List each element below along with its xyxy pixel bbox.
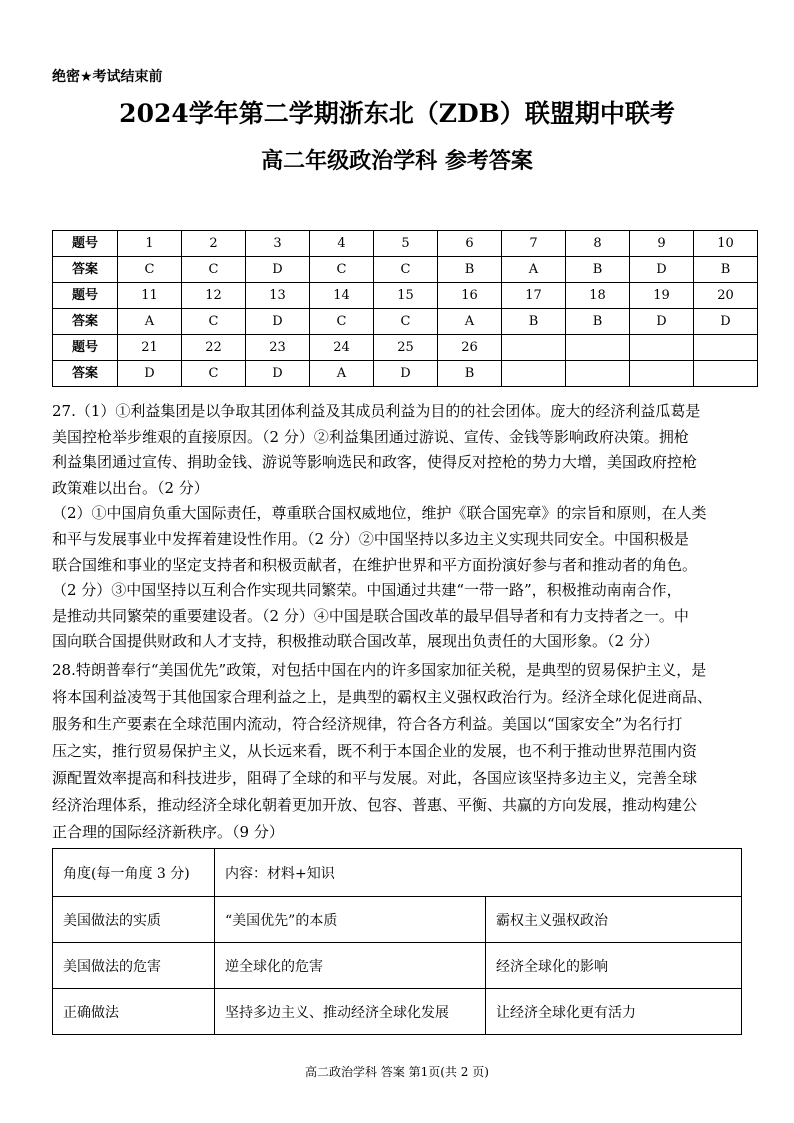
rubric-cell: “美国优先”的本质: [215, 897, 486, 943]
answer-cell: 15: [374, 283, 438, 309]
answer-cell: A: [118, 309, 182, 335]
answer-cell: 25: [374, 335, 438, 361]
answer-cell: D: [246, 257, 310, 283]
answer-cell: C: [182, 309, 246, 335]
text-line: 经济治理体系，推动经济全球化朝着更加开放、包容、普惠、平衡、共赢的方向发展，推动构建公: [52, 796, 698, 814]
answer-cell: 12: [182, 283, 246, 309]
answer-cell: D: [630, 309, 694, 335]
answer-cell: B: [438, 361, 502, 387]
text-line: 28.特朗普奉行“美国优先”政策，对包括中国在内的许多国家加征关税，是典型的贸易保护主义，是: [52, 661, 707, 679]
answer-cell: D: [246, 361, 310, 387]
answer-table-row: [53, 361, 758, 387]
answer-table-row: [53, 231, 758, 257]
answer-cell: [694, 335, 758, 361]
answer-cell: [630, 361, 694, 387]
rubric-header-angle: 角度(每一角度 3 分): [53, 849, 215, 897]
answer-cell: D: [374, 361, 438, 387]
answer-cell: B: [694, 257, 758, 283]
answer-table-row: [53, 257, 758, 283]
answer-cell: 9: [630, 231, 694, 257]
row-label: 题号: [53, 231, 118, 257]
answer-cell: 6: [438, 231, 502, 257]
row-label: 题号: [53, 283, 118, 309]
text-line: 27.（1）①利益集团是以争取其团体利益及其成员利益为目的的社会团体。庞大的经济利益瓜葛是: [52, 402, 701, 420]
answer-cell: A: [438, 309, 502, 335]
rubric-row: [53, 989, 742, 1035]
answer-cell: [630, 335, 694, 361]
answer-cell: B: [502, 309, 566, 335]
answer-cell: D: [246, 309, 310, 335]
text-line: 联合国维和事业的坚定支持者和积极贡献者，在维护世界和平方面扮演好参与者和推动者的角色。: [52, 555, 698, 574]
answer-cell: 4: [310, 231, 374, 257]
row-label: 答案: [53, 257, 118, 283]
answer-cell: 16: [438, 283, 502, 309]
text-line: 服务和生产要素在全球范围内流动，符合经济规律，符合各方利益。美国以“国家安全”为名行打: [52, 715, 683, 733]
answer-cell: A: [310, 361, 374, 387]
rubric-row: [53, 943, 742, 989]
answer-cell: D: [118, 361, 182, 387]
answer-cell: C: [310, 309, 374, 335]
answer-cell: 17: [502, 283, 566, 309]
answer-cell: B: [566, 309, 630, 335]
question-27-answer: [52, 399, 744, 655]
secret-label: 绝密★考试结束前: [52, 69, 163, 85]
text-line: 美国控枪举步维艰的直接原因。（2 分）②利益集团通过游说、宣传、金钱等影响政府决策。拥枪: [52, 427, 689, 446]
rubric-cell: 逆全球化的危害: [215, 943, 486, 989]
exam-subtitle: 高二年级政治学科 参考答案: [261, 148, 533, 174]
text-line: （2 分）③中国坚持以互利合作实现共同繁荣。中国通过共建“一带一路”，积极推动南南合作，: [52, 581, 682, 600]
answer-cell: B: [438, 257, 502, 283]
answer-cell: 2: [182, 231, 246, 257]
answer-table-row: [53, 335, 758, 361]
answer-cell: 10: [694, 231, 758, 257]
answer-cell: 14: [310, 283, 374, 309]
rubric-cell: 坚持多边主义、推动经济全球化发展: [215, 989, 486, 1035]
exam-title: 2024学年第二学期浙东北（ZDB）联盟期中联考: [119, 99, 675, 128]
question-28-answer: [52, 657, 744, 846]
rubric-header-content: 内容：材料+知识: [215, 849, 742, 897]
answer-cell: 1: [118, 231, 182, 257]
answer-cell: A: [502, 257, 566, 283]
answer-cell: C: [374, 257, 438, 283]
text-line: 源配置效率提高和科技进步，阻碍了全球的和平与发展。对此，各国应该坚持多边主义，完善全球: [52, 769, 698, 787]
answer-cell: C: [182, 361, 246, 387]
answer-cell: 20: [694, 283, 758, 309]
answer-table-row: [53, 309, 758, 335]
answer-cell: 24: [310, 335, 374, 361]
answer-cell: C: [118, 257, 182, 283]
answer-cell: D: [630, 257, 694, 283]
answer-cell: C: [182, 257, 246, 283]
answer-cell: [502, 361, 566, 387]
answer-cell: 5: [374, 231, 438, 257]
answer-cell: [694, 361, 758, 387]
row-label: 答案: [53, 309, 118, 335]
rubric-row: [53, 897, 742, 943]
text-line: 政策难以出台。（2 分）: [52, 478, 209, 497]
rubric-cell: 霸权主义强权政治: [486, 897, 742, 943]
answer-cell: 7: [502, 231, 566, 257]
row-label: 题号: [53, 335, 118, 361]
rubric-cell: 美国做法的实质: [53, 897, 215, 943]
answer-cell: 18: [566, 283, 630, 309]
rubric-cell: 正确做法: [53, 989, 215, 1035]
answer-cell: [566, 335, 630, 361]
text-line: 是推动共同繁荣的重要建设者。（2 分）④中国是联合国改革的最早倡导者和有力支持者之一。中: [52, 606, 689, 625]
answer-cell: C: [374, 309, 438, 335]
answer-table: [52, 230, 758, 387]
answer-cell: 26: [438, 335, 502, 361]
rubric-cell: 经济全球化的影响: [486, 943, 742, 989]
rubric-cell: 让经济全球化更有活力: [486, 989, 742, 1035]
answer-cell: C: [310, 257, 374, 283]
rubric-header-row: [53, 849, 742, 897]
answer-cell: [502, 335, 566, 361]
text-line: 利益集团通过宣传、捐助金钱、游说等影响选民和政客，使得反对控枪的势力大增，美国政府控枪: [52, 453, 698, 472]
text-line: 将本国利益凌驾于其他国家合理利益之上，是典型的霸权主义强权政治行为。经济全球化促进商品、: [52, 688, 713, 706]
answer-cell: 3: [246, 231, 310, 257]
rubric-table: [52, 848, 742, 1035]
answer-cell: 23: [246, 335, 310, 361]
answer-cell: 22: [182, 335, 246, 361]
answer-cell: 19: [630, 283, 694, 309]
answer-cell: D: [694, 309, 758, 335]
answer-cell: 13: [246, 283, 310, 309]
text-line: 正合理的国际经济新秩序。（9 分）: [52, 823, 284, 841]
text-line: 国向联合国提供财政和人才支持，积极推动联合国改革，展现出负责任的大国形象。（2 分）: [52, 632, 659, 651]
rubric-cell: 美国做法的危害: [53, 943, 215, 989]
answer-cell: 21: [118, 335, 182, 361]
answer-cell: 8: [566, 231, 630, 257]
page-footer: 高二政治学科 答案 第1页(共 2 页): [305, 1065, 489, 1079]
answer-cell: [566, 361, 630, 387]
answer-cell: B: [566, 257, 630, 283]
answer-table-row: [53, 283, 758, 309]
text-line: （2）①中国肩负重大国际责任，尊重联合国权威地位，维护《联合国宪章》的宗旨和原则，在人类: [52, 504, 707, 523]
text-line: 和平与发展事业中发挥着建设性作用。（2 分）②中国坚持以多边主义实现共同安全。中国积极是: [52, 529, 689, 548]
row-label: 答案: [53, 361, 118, 387]
text-line: 压之实，推行贸易保护主义，从长远来看，既不利于本国企业的发展，也不利于推动世界范围内资: [52, 742, 698, 760]
answer-cell: 11: [118, 283, 182, 309]
